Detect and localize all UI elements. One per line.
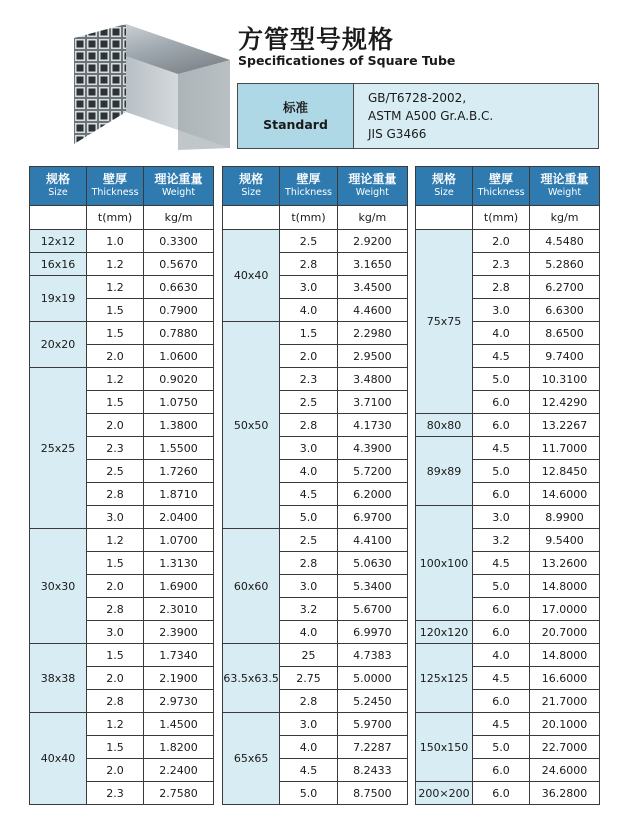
unit-thickness: t(mm) — [87, 206, 144, 230]
weight-cell: 22.7000 — [530, 736, 600, 759]
weight-cell: 12.4290 — [530, 391, 600, 414]
thickness-cell: 1.5 — [280, 322, 337, 345]
page-title: 方管型号规格 — [238, 25, 395, 54]
size-cell: 38x38 — [30, 644, 87, 713]
thickness-cell: 6.0 — [473, 391, 530, 414]
thickness-cell: 4.5 — [473, 713, 530, 736]
unit-blank — [223, 206, 280, 230]
weight-cell: 5.3400 — [337, 575, 407, 598]
size-header-cn: 规格 — [46, 172, 71, 186]
weight-cell: 20.1000 — [530, 713, 600, 736]
standard-value: ASTM A500 Gr.A.B.C. — [368, 109, 494, 123]
thickness-cell: 2.0 — [87, 759, 144, 782]
weight-header — [144, 167, 214, 206]
table-row — [30, 322, 214, 345]
thickness-cell: 3.0 — [280, 276, 337, 299]
weight-cell: 3.7100 — [337, 391, 407, 414]
thickness-cell: 3.2 — [473, 529, 530, 552]
size-cell: 200×200 — [416, 782, 473, 805]
weight-cell: 2.2400 — [144, 759, 214, 782]
thickness-cell: 6.0 — [473, 690, 530, 713]
thickness-cell: 2.75 — [280, 667, 337, 690]
weight-cell: 1.3800 — [144, 414, 214, 437]
thickness-cell: 4.0 — [280, 299, 337, 322]
table-row — [223, 230, 408, 253]
header-row — [223, 167, 408, 206]
thickness-cell: 2.8 — [87, 690, 144, 713]
weight-cell: 2.9500 — [337, 345, 407, 368]
weight-cell: 4.4600 — [337, 299, 407, 322]
thickness-cell: 4.0 — [280, 621, 337, 644]
weight-cell: 11.7000 — [530, 437, 600, 460]
size-cell: 16x16 — [30, 253, 87, 276]
weight-cell: 5.2860 — [530, 253, 600, 276]
weight-cell: 8.7500 — [337, 782, 407, 805]
thickness-cell: 5.0 — [473, 736, 530, 759]
weight-cell: 1.7340 — [144, 644, 214, 667]
weight-cell: 5.6700 — [337, 598, 407, 621]
thickness-cell: 2.3 — [87, 437, 144, 460]
spec-table-2 — [222, 166, 408, 805]
table-row — [30, 276, 214, 299]
weight-cell: 5.7200 — [337, 460, 407, 483]
thickness-cell: 2.3 — [280, 368, 337, 391]
thickness-cell: 3.0 — [280, 713, 337, 736]
thickness-cell: 1.0 — [87, 230, 144, 253]
thickness-cell: 5.0 — [473, 575, 530, 598]
weight-cell: 1.0750 — [144, 391, 214, 414]
weight-cell: 1.7260 — [144, 460, 214, 483]
weight-cell: 4.4100 — [337, 529, 407, 552]
weight-cell: 0.6630 — [144, 276, 214, 299]
size-cell: 40x40 — [30, 713, 87, 805]
size-header-en: Size — [434, 187, 454, 198]
thickness-header-en: Thickness — [477, 187, 525, 198]
thickness-header-en: Thickness — [91, 187, 139, 198]
thickness-cell: 2.8 — [87, 483, 144, 506]
weight-cell: 1.4500 — [144, 713, 214, 736]
weight-cell: 5.2450 — [337, 690, 407, 713]
header-row — [30, 167, 214, 206]
thickness-cell: 4.5 — [473, 552, 530, 575]
weight-cell: 8.6500 — [530, 322, 600, 345]
thickness-cell: 3.0 — [473, 506, 530, 529]
thickness-cell: 3.0 — [87, 621, 144, 644]
weight-cell: 1.0700 — [144, 529, 214, 552]
weight-header-en: Weight — [547, 187, 582, 198]
weight-cell: 3.4800 — [337, 368, 407, 391]
thickness-header-cn: 壁厚 — [489, 172, 514, 186]
thickness-cell: 2.3 — [87, 782, 144, 805]
thickness-cell: 5.0 — [473, 460, 530, 483]
weight-cell: 0.9020 — [144, 368, 214, 391]
thickness-cell: 4.5 — [473, 437, 530, 460]
thickness-cell: 5.0 — [280, 506, 337, 529]
size-header — [30, 167, 87, 206]
thickness-cell: 4.0 — [473, 322, 530, 345]
thickness-header-cn: 壁厚 — [103, 172, 128, 186]
unit-row — [223, 206, 408, 230]
weight-cell: 6.2000 — [337, 483, 407, 506]
weight-header-cn: 理论重量 — [154, 172, 203, 186]
size-cell: 60x60 — [223, 529, 280, 644]
standard-value: GB/T6728-2002, — [368, 91, 467, 105]
size-header-en: Size — [48, 187, 68, 198]
weight-cell: 3.1650 — [337, 253, 407, 276]
weight-cell: 4.5480 — [530, 230, 600, 253]
weight-cell: 13.2267 — [530, 414, 600, 437]
thickness-cell: 1.5 — [87, 736, 144, 759]
thickness-cell: 1.2 — [87, 713, 144, 736]
table-row — [416, 782, 600, 805]
thickness-cell: 4.5 — [473, 345, 530, 368]
weight-cell: 5.0000 — [337, 667, 407, 690]
weight-header — [530, 167, 600, 206]
thickness-cell: 1.2 — [87, 529, 144, 552]
standard-value: JIS G3466 — [368, 127, 427, 141]
weight-cell: 12.8450 — [530, 460, 600, 483]
unit-blank — [30, 206, 87, 230]
thickness-header-en: Thickness — [285, 187, 332, 198]
thickness-cell: 1.2 — [87, 368, 144, 391]
weight-cell: 7.2287 — [337, 736, 407, 759]
thickness-cell: 2.5 — [280, 391, 337, 414]
thickness-cell: 1.2 — [87, 276, 144, 299]
thickness-cell: 4.0 — [280, 460, 337, 483]
size-cell: 75x75 — [416, 230, 473, 414]
weight-cell: 8.9900 — [530, 506, 600, 529]
weight-cell: 2.0400 — [144, 506, 214, 529]
thickness-cell: 6.0 — [473, 759, 530, 782]
weight-cell: 6.2700 — [530, 276, 600, 299]
thickness-cell: 2.0 — [87, 575, 144, 598]
weight-cell: 6.9970 — [337, 621, 407, 644]
size-cell: 12x12 — [30, 230, 87, 253]
weight-cell: 0.7900 — [144, 299, 214, 322]
thickness-cell: 5.0 — [280, 782, 337, 805]
table-row — [416, 437, 600, 460]
size-cell: 50x50 — [223, 322, 280, 529]
weight-cell: 9.7400 — [530, 345, 600, 368]
thickness-cell: 2.8 — [280, 552, 337, 575]
spec-table-3 — [415, 166, 600, 805]
size-cell: 150x150 — [416, 713, 473, 782]
weight-cell: 1.3130 — [144, 552, 214, 575]
unit-row — [30, 206, 214, 230]
weight-cell: 0.3300 — [144, 230, 214, 253]
thickness-cell: 2.8 — [280, 253, 337, 276]
size-cell: 30x30 — [30, 529, 87, 644]
thickness-cell: 6.0 — [473, 598, 530, 621]
weight-cell: 13.2600 — [530, 552, 600, 575]
weight-cell: 2.2980 — [337, 322, 407, 345]
weight-cell: 2.7580 — [144, 782, 214, 805]
table-row — [223, 644, 408, 667]
weight-cell: 5.9700 — [337, 713, 407, 736]
weight-cell: 10.3100 — [530, 368, 600, 391]
unit-thickness: t(mm) — [280, 206, 337, 230]
weight-cell: 14.6000 — [530, 483, 600, 506]
unit-row — [416, 206, 600, 230]
weight-cell: 4.7383 — [337, 644, 407, 667]
weight-cell: 2.9730 — [144, 690, 214, 713]
weight-cell: 36.2800 — [530, 782, 600, 805]
weight-cell: 24.6000 — [530, 759, 600, 782]
weight-cell: 2.1900 — [144, 667, 214, 690]
thickness-cell: 2.8 — [280, 414, 337, 437]
standard-table — [237, 83, 599, 149]
table-row — [30, 253, 214, 276]
thickness-cell: 2.5 — [87, 460, 144, 483]
weight-cell: 2.3900 — [144, 621, 214, 644]
weight-cell: 5.0630 — [337, 552, 407, 575]
thickness-cell: 2.8 — [280, 690, 337, 713]
thickness-cell: 1.5 — [87, 644, 144, 667]
table-row — [30, 368, 214, 391]
header-row — [416, 167, 600, 206]
weight-header-en: Weight — [355, 187, 389, 198]
weight-cell: 2.3010 — [144, 598, 214, 621]
thickness-cell: 3.0 — [87, 506, 144, 529]
table-row — [30, 644, 214, 667]
thickness-cell: 4.5 — [280, 483, 337, 506]
table-row — [223, 322, 408, 345]
size-header-cn: 规格 — [239, 172, 264, 186]
weight-cell: 2.9200 — [337, 230, 407, 253]
thickness-cell: 6.0 — [473, 414, 530, 437]
weight-cell: 8.2433 — [337, 759, 407, 782]
weight-cell: 21.7000 — [530, 690, 600, 713]
thickness-cell: 4.5 — [473, 667, 530, 690]
thickness-cell: 4.0 — [473, 644, 530, 667]
standard-label — [238, 84, 354, 149]
thickness-cell: 2.0 — [280, 345, 337, 368]
weight-cell: 16.6000 — [530, 667, 600, 690]
size-cell: 100x100 — [416, 506, 473, 621]
thickness-cell: 2.8 — [473, 276, 530, 299]
thickness-cell: 2.0 — [87, 414, 144, 437]
size-cell: 125x125 — [416, 644, 473, 713]
thickness-cell: 1.5 — [87, 299, 144, 322]
size-cell: 65x65 — [223, 713, 280, 805]
thickness-cell: 6.0 — [473, 782, 530, 805]
table-row — [416, 230, 600, 253]
unit-weight: kg/m — [337, 206, 407, 230]
weight-cell: 1.5500 — [144, 437, 214, 460]
table-row — [30, 529, 214, 552]
weight-cell: 1.0600 — [144, 345, 214, 368]
weight-cell: 1.8200 — [144, 736, 214, 759]
table-row — [223, 713, 408, 736]
thickness-cell: 1.5 — [87, 552, 144, 575]
standard-values — [354, 84, 599, 149]
thickness-cell: 1.5 — [87, 391, 144, 414]
table-row — [223, 529, 408, 552]
unit-thickness: t(mm) — [473, 206, 530, 230]
table-row — [416, 414, 600, 437]
thickness-cell: 3.0 — [280, 575, 337, 598]
thickness-cell: 4.5 — [280, 759, 337, 782]
weight-cell: 9.5400 — [530, 529, 600, 552]
standard-label-cn: 标准 — [282, 99, 308, 115]
standard-label-en: Standard — [263, 117, 328, 132]
unit-weight: kg/m — [530, 206, 600, 230]
weight-cell: 0.7880 — [144, 322, 214, 345]
thickness-cell: 2.0 — [87, 667, 144, 690]
size-cell: 19x19 — [30, 276, 87, 322]
weight-cell: 20.7000 — [530, 621, 600, 644]
table-row — [416, 621, 600, 644]
weight-cell: 0.5670 — [144, 253, 214, 276]
thickness-cell: 2.3 — [473, 253, 530, 276]
weight-cell: 6.9700 — [337, 506, 407, 529]
weight-cell: 3.4500 — [337, 276, 407, 299]
weight-cell: 17.0000 — [530, 598, 600, 621]
size-cell: 89x89 — [416, 437, 473, 506]
thickness-cell: 2.0 — [87, 345, 144, 368]
thickness-cell: 6.0 — [473, 483, 530, 506]
size-cell: 25x25 — [30, 368, 87, 529]
size-cell: 120x120 — [416, 621, 473, 644]
weight-cell: 1.6900 — [144, 575, 214, 598]
weight-cell: 4.1730 — [337, 414, 407, 437]
thickness-cell: 6.0 — [473, 621, 530, 644]
thickness-cell: 3.0 — [280, 437, 337, 460]
weight-cell: 1.8710 — [144, 483, 214, 506]
thickness-header — [87, 167, 144, 206]
thickness-header — [280, 167, 337, 206]
table-row — [416, 713, 600, 736]
size-cell: 40x40 — [223, 230, 280, 322]
spec-table-1 — [29, 166, 214, 805]
square-tube-photo — [66, 20, 234, 150]
thickness-cell: 4.0 — [280, 736, 337, 759]
table-row — [30, 713, 214, 736]
thickness-cell: 25 — [280, 644, 337, 667]
thickness-cell: 2.5 — [280, 529, 337, 552]
thickness-cell: 2.8 — [87, 598, 144, 621]
weight-header-en: Weight — [161, 187, 196, 198]
thickness-cell: 2.5 — [280, 230, 337, 253]
table-row — [416, 506, 600, 529]
weight-cell: 6.6300 — [530, 299, 600, 322]
size-cell: 80x80 — [416, 414, 473, 437]
thickness-cell: 3.2 — [280, 598, 337, 621]
size-cell: 20x20 — [30, 322, 87, 368]
thickness-header-cn: 壁厚 — [296, 172, 321, 186]
weight-cell: 14.8000 — [530, 644, 600, 667]
table-row — [30, 230, 214, 253]
thickness-header — [473, 167, 530, 206]
thickness-cell: 3.0 — [473, 299, 530, 322]
size-header — [223, 167, 280, 206]
weight-header-cn: 理论重量 — [540, 172, 589, 186]
table-row — [416, 644, 600, 667]
unit-blank — [416, 206, 473, 230]
weight-header — [337, 167, 407, 206]
thickness-cell: 1.5 — [87, 322, 144, 345]
thickness-cell: 5.0 — [473, 368, 530, 391]
weight-cell: 14.8000 — [530, 575, 600, 598]
size-header-cn: 规格 — [432, 172, 457, 186]
weight-header-cn: 理论重量 — [348, 172, 397, 186]
thickness-cell: 2.0 — [473, 230, 530, 253]
page-subtitle: Specificationes of Square Tube — [238, 53, 456, 68]
thickness-cell: 1.2 — [87, 253, 144, 276]
size-header — [416, 167, 473, 206]
size-header-en: Size — [241, 187, 261, 198]
unit-weight: kg/m — [144, 206, 214, 230]
size-cell: 63.5x63.5 — [223, 644, 280, 713]
weight-cell: 4.3900 — [337, 437, 407, 460]
